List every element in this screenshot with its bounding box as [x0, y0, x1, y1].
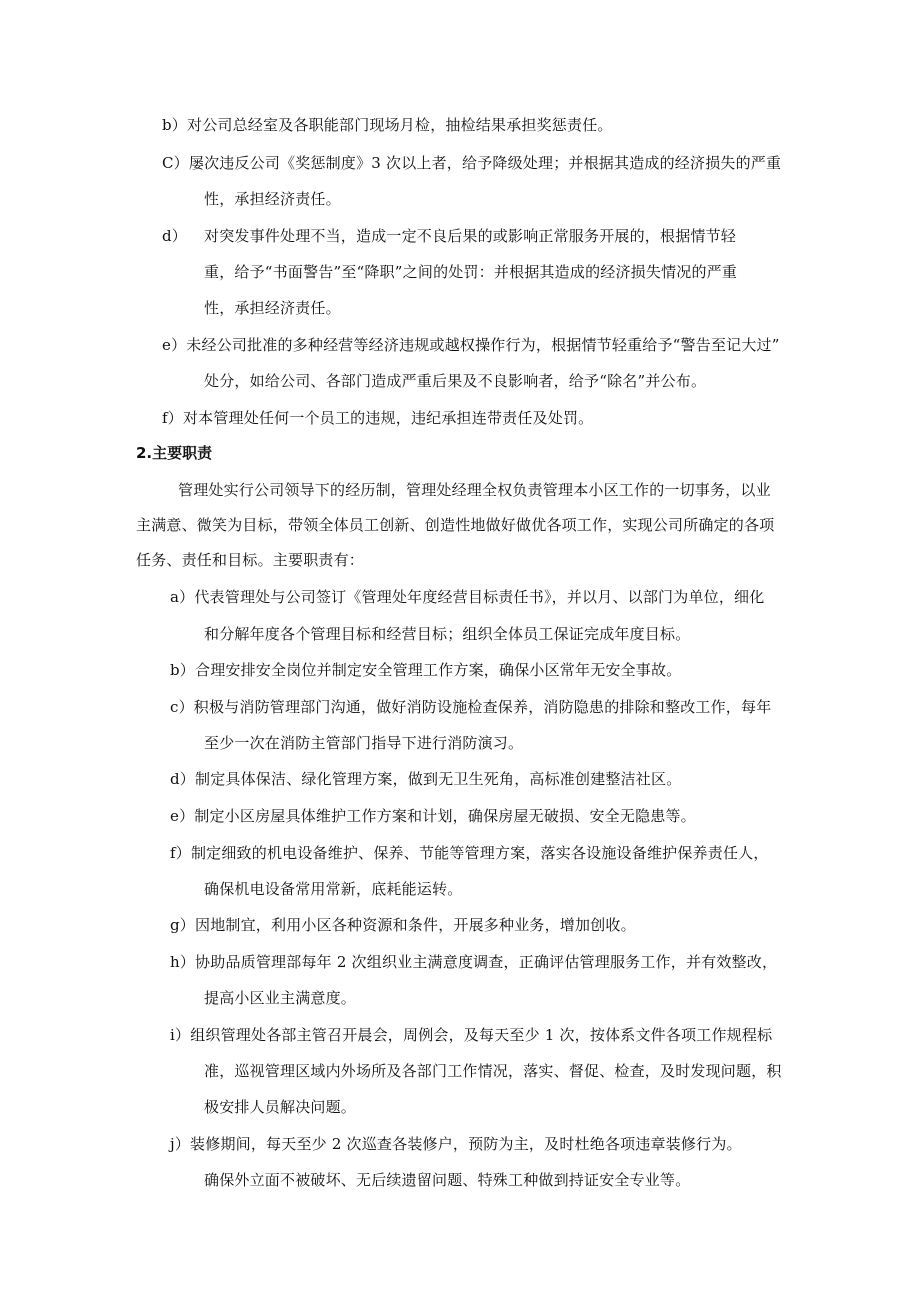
duty-i-line2: 准，巡视管理区域内外场所及各部门工作情况，落实、督促、检查，及时发现问题，积	[204, 1062, 782, 1080]
duty-h-line1: h）协助品质管理部每年 2 次组织业主满意度调查，正确评估管理服务工作，并有效整改，	[170, 953, 778, 971]
clause-f-line1: f）对本管理处任何一个员工的违规，违纪承担连带责任及处罚。	[162, 409, 594, 427]
clause-e-line2: 处分，如给公司、各部门造成严重后果及不良影响者，给予“除名”并公布。	[204, 372, 707, 390]
clause-c-line2: 性，承担经济责任。	[204, 190, 341, 208]
intro-line3: 任务、责任和目标。主要职责有：	[136, 551, 365, 569]
duty-a-line1: a）代表管理处与公司签订《管理处年度经营目标责任书》，并以月、以部门为单位，细化	[170, 588, 765, 606]
clause-c-line1: C）屡次违反公司《奖惩制度》3 次以上者，给予降级处理；并根据其造成的经济损失的严重	[162, 154, 782, 172]
section-heading: 2.主要职责	[136, 444, 213, 462]
clause-e-line1: e）未经公司批准的多种经营等经济违规或越权操作行为，根据情节轻重给予“警告至记大过”	[162, 336, 780, 354]
duty-i-line1: i）组织管理处各部主管召开晨会，周例会，及每天至少 1 次，按体系文件各项工作规程标	[170, 1026, 773, 1044]
duty-g-line1: g）因地制宜，利用小区各种资源和条件，开展多种业务，增加创收。	[170, 916, 636, 934]
clause-d-marker: d）	[162, 227, 188, 245]
clause-d-line2: 重，给予“书面警告”至“降职”之间的处罚：并根据其造成的经济损失情况的严重	[204, 263, 738, 281]
clause-d-line3: 性，承担经济责任。	[204, 299, 341, 317]
duty-f-line2: 确保机电设备常用常新，底耗能运转。	[204, 880, 463, 898]
duty-e-line1: e）制定小区房屋具体维护工作方案和计划，确保房屋无破损、安全无隐患等。	[170, 807, 696, 825]
duty-c-line1: c）积极与消防管理部门沟通，做好消防设施检查保养，消防隐患的排除和整改工作，每年	[170, 698, 772, 716]
intro-line2: 主满意、微笑为目标，带领全体员工创新、创造性地做好做优各项工作，实现公司所确定的各项	[136, 516, 775, 534]
duty-h-line2: 提高小区业主满意度。	[204, 989, 357, 1007]
clause-b-line1: b）对公司总经室及各职能部门现场月检，抽检结果承担奖惩责任。	[162, 116, 613, 134]
duty-c-line2: 至少一次在消防主管部门指导下进行消防演习。	[204, 734, 524, 752]
duty-d-line1: d）制定具体保洁、绿化管理方案，做到无卫生死角，高标准创建整洁社区。	[170, 770, 682, 788]
duty-f-line1: f）制定细致的机电设备维护、保养、节能等管理方案，落实各设施设备维护保养责任人，	[170, 844, 769, 862]
duty-b-line1: b）合理安排安全岗位并制定安全管理工作方案，确保小区常年无安全事故。	[170, 661, 682, 679]
duty-i-line3: 极安排人员解决问题。	[204, 1098, 357, 1116]
duty-j-line2: 确保外立面不被破坏、无后续遗留问题、特殊工种做到持证安全专业等。	[204, 1171, 691, 1189]
clause-d-line1: 对突发事件处理不当，造成一定不良后果的或影响正常服务开展的，根据情节轻	[204, 227, 737, 245]
duty-a-line2: 和分解年度各个管理目标和经营目标；组织全体员工保证完成年度目标。	[204, 625, 691, 643]
duty-j-line1: j）装修期间，每天至少 2 次巡查各装修户，预防为主，及时杜绝各项违章装修行为。	[170, 1135, 742, 1153]
intro-line1: 管理处实行公司领导下的经历制，管理处经理全权负责管理本小区工作的一切事务，以业	[178, 481, 771, 499]
